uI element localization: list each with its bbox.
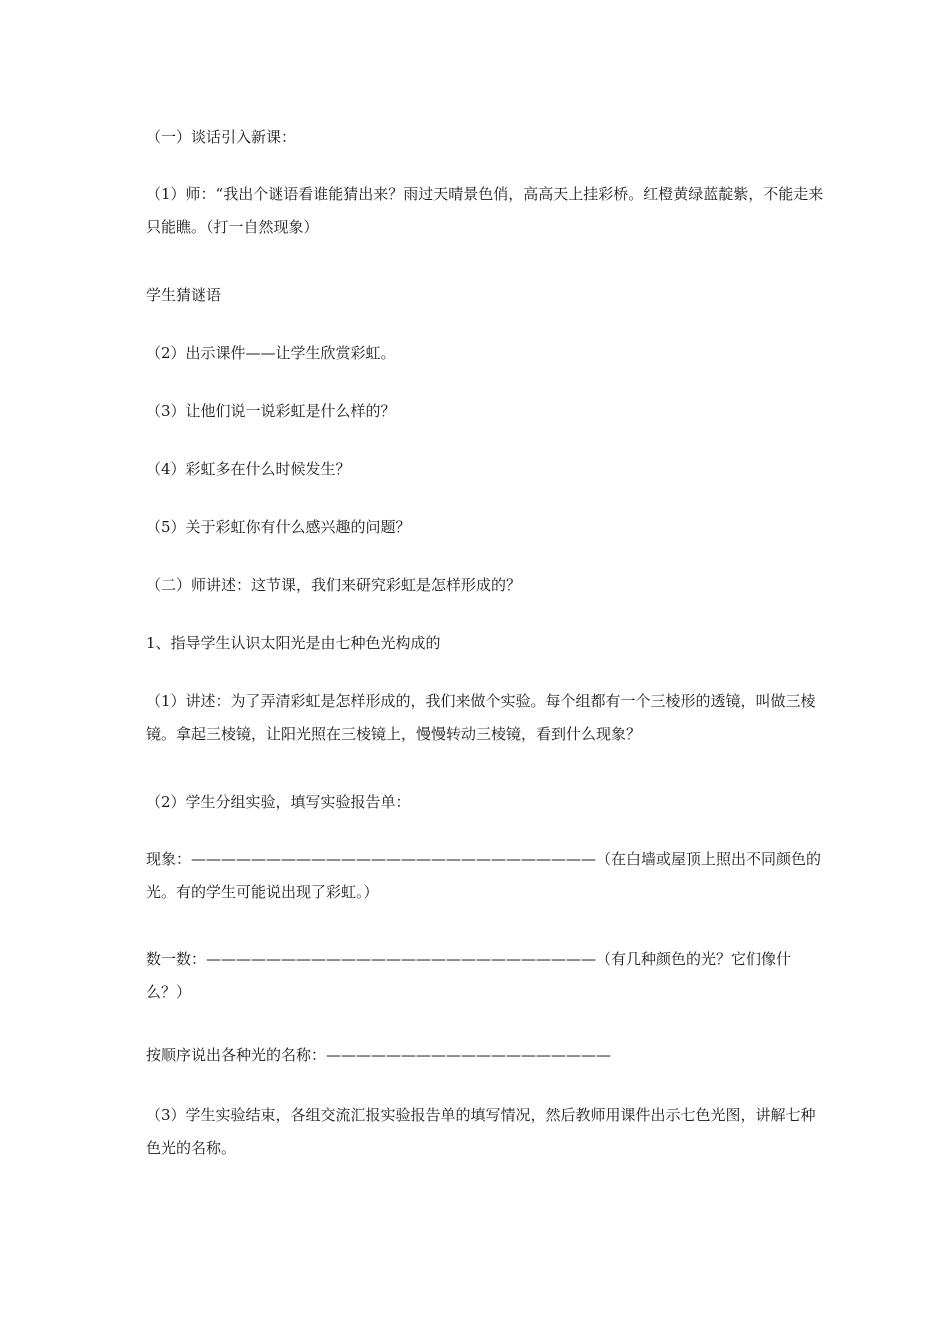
paragraph-phenomenon: 现象：———————————————————————————（在白墙或屋顶上照出不同颜色的光。有的学生可能说出现了彩虹。） xyxy=(146,850,822,901)
paragraph-conclusion: （3）学生实验结束，各组交流汇报实验报告单的填写情况，然后教师用课件出示七色光图，讲解七种色光的名称。 xyxy=(146,1106,816,1157)
section-heading-teacher: （二）师讲述：这节课，我们来研究彩虹是怎样形成的？ xyxy=(146,576,522,594)
paragraph-riddle: （1）师：“我出个谜语看谁能猜出来？雨过天晴景色俏，高高天上挂彩桥。红橙黄绿蓝靛紫，不能走来只能瞧。（打一自然现象） xyxy=(146,185,824,236)
paragraph-guess: 学生猜谜语 xyxy=(146,286,222,304)
paragraph-group-experiment: （2）学生分组实验，填写实验报告单： xyxy=(146,793,411,811)
paragraph-step-4: （4）彩虹多在什么时候发生？ xyxy=(146,460,351,478)
paragraph-explain-prism: （1）讲述：为了弄清彩虹是怎样形成的，我们来做个实验。每个组都有一个三棱形的透镜，叫做三棱镜。拿起三棱镜，让阳光照在三棱镜上，慢慢转动三棱镜，看到什么现象？ xyxy=(146,692,816,743)
paragraph-count: 数一数：——————————————————————————（有几种颜色的光？它们像什么？） xyxy=(146,950,792,1001)
paragraph-step-5: （5）关于彩虹你有什么感兴趣的问题？ xyxy=(146,518,411,536)
section-heading-intro: （一）谈话引入新课： xyxy=(146,128,297,146)
paragraph-guide: 1、指导学生认识太阳光是由七种色光构成的 xyxy=(146,634,441,652)
paragraph-step-3: （3）让他们说一说彩虹是什么样的？ xyxy=(146,402,396,420)
paragraph-step-2: （2）出示课件——让学生欣赏彩虹。 xyxy=(146,344,396,362)
paragraph-names: 按顺序说出各种光的名称：——————————————————— xyxy=(146,1046,612,1064)
